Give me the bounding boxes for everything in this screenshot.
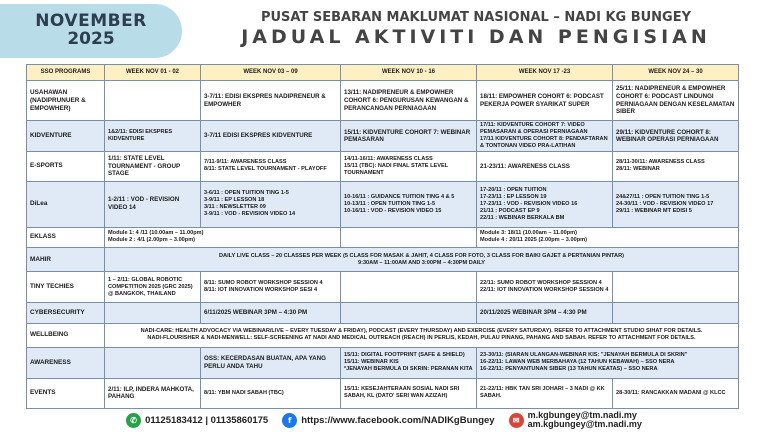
year-label: 2025 [67,29,115,49]
phone-contact[interactable] [126,413,268,428]
table-row [27,378,739,408]
cell-line: 24-30/11 : VOD - REVISION VIDEO 17 [616,200,714,207]
table-row [27,227,739,247]
table-row [27,247,739,271]
column-header: WEEK NOV 17 -23 [477,65,613,81]
cell-line: DAILY LIVE CLASS – 20 CLASSES PER WEEK (5 CLASS FOR MASAK & JAHIT, 4 CLASS FOR FOTO, 3 CLASS FOR BAIKI GAJET & PERTANIAN PINTAR) [219,252,624,259]
table-cell [613,152,739,181]
table-cell [613,303,739,324]
facebook-contact[interactable] [282,413,494,428]
table-cell [105,247,739,271]
cell-line: 17/11: KIDVENTURE COHORT 7: VIDEO PEMASARAN & OPERASI PERNIAGAAN [480,122,588,136]
cell-line: 17-20/11 : OPEN TUITION [480,186,547,193]
program-name: TINY TECHIES [27,272,105,303]
email-address[interactable]: am.kgbungey@tm.nadi.my [527,419,642,429]
cell-line: 3/11 : NEWSLETTER 09 [204,204,266,211]
program-name: WELLBEING [27,324,105,347]
table-cell [613,181,739,227]
table-row [27,272,739,303]
table-cell [341,152,477,181]
email-contact[interactable] [509,411,642,430]
table-cell [613,272,739,303]
cell-line: NADI-CARE: HEALTH ADVOCACY VIA WEBINAR/LIVE – EVERY TUESDAY & FRIDAY), PODCAST (EVERY THURSDAY) AND EXERCISE (EVERY SATURDAY). REFER TO ATTACHMENT STUDIO SIHAT FOR DETAILS. [140,328,703,335]
email-icon: ✉ [509,413,524,428]
table-cell [477,347,739,378]
table-cell: 1&2/11: EDISI EKSPRES KIDVENTURE [105,121,201,152]
program-name: EVENTS [27,378,105,408]
cell-line: 15/11 (TBC): NADI FINAL STATE LEVEL TOURNAMENT [344,162,449,176]
cell-line: 15/11: DIGITAL FOOTPRINT (SAFE & SHIELD) [344,352,465,359]
table-cell: 29/11: KIDVENTURE COHORT 8: WEBINAR OPERASI PERNIAGAAN [613,121,739,152]
column-header: WEEK NOV 24 – 30 [613,65,739,81]
table-cell: 13/11: NADIPRENEUR & EMPOWHER COHORT 6: PENGURUSAN KEWANGAN & PERANCANGAN PERNIAGAAN [341,81,477,121]
table-cell: 20/11/2025 WEBINAR 3PM – 4:30 PM [477,303,613,324]
table-header-row [27,65,739,81]
email-list [528,411,642,430]
facebook-icon: f [282,413,297,428]
table-cell [105,81,201,121]
column-header: WEEK NOV 03 – 09 [201,65,341,81]
table-cell: 6/11/2025 WEBINAR 3PM – 4:30 PM [201,303,341,324]
cell-line: 23-30/11: (SIARAN ULANGAN-WEBINAR KIS: "JENAYAH BERMULA DI SKRIN" [480,352,688,359]
cell-line: Module 3: 18/11 (10.00am – 11.00pm) [480,230,578,237]
program-name: AWARENESS [27,347,105,378]
table-cell [105,227,341,247]
column-header: WEEK NOV 10 - 16 [341,65,477,81]
table-cell: 21-22/11: HBK TAN SRI JOHARI – 3 NADI @ KK SABAH. [477,378,613,408]
cell-line: 9:30AM – 11:00AM AND 3:00PM – 4:30PM DAILY [357,259,486,266]
cell-line: 22/11: SUMO ROBOT WORKSHOP SESSION 4 [480,280,602,287]
cell-line: 17-23/11 : VOD - REVISION VIDEO 16 [480,200,578,207]
table-cell: 1/11: STATE LEVEL TOURNAMENT - GROUP STAGE [105,152,201,181]
cell-line: 10-16/11 : GUIDANCE TUITION TING 4 & 5 [344,193,455,200]
table-cell [341,347,477,378]
cell-line: 3-9/11 : VOD - REVISION VIDEO 14 [204,211,296,218]
table-cell [341,227,477,247]
table-cell: 15/11: KIDVENTURE COHORT 7: WEBINAR PEMASARAN [341,121,477,152]
cell-line: 17/11 KIDVENTURE COHORT 8: PENDAFTARAN & TONTONAN VIDEO PRA-LATIHAN [480,136,608,150]
table-row [27,324,739,347]
table-cell: 28-30/11: RANCAKKAN MADANI @ KLCC [613,378,739,408]
month-badge [0,4,182,58]
cell-line: 8/11: IOT INNOVATION WORKSHOP SESI 4 [204,287,318,294]
table-cell [201,181,341,227]
table-cell [341,272,477,303]
table-row [27,81,739,121]
cell-line: 16-22/11: PENYANTUNAN SIBER (13 TAHUN KEATAS) – SSO NERA [480,366,658,373]
table-cell: OSS: KECERDASAN BUATAN, APA YANG PERLU ANDA TAHU [201,347,341,378]
table-cell [201,152,341,181]
cell-line: 17-23/11 : EP LESSON 19 [480,193,547,200]
email-address[interactable]: m.kgbungey@tm.nadi.my [527,409,637,420]
program-name: CYBERSECURITY [27,303,105,324]
cell-line: 22/11 : WEBINAR BERKALA BM [480,214,565,221]
cell-line: Module 2 : 4/1 (2.00pm – 3.00pm) [108,237,196,244]
cell-line: 3-6/11 : OPEN TUITION TING 1-5 [204,190,289,197]
cell-line: 8/11: STATE LEVEL TOURNAMENT - PLAYOFF [204,166,327,173]
table-cell [477,181,613,227]
cell-line: 10-13/11 : OPEN TUITION TING 1-5 [344,200,436,207]
table-cell: 15/11: KESEJAHTERAAN SOSIAL NADI SRI SABAH, KL (DATO' SERI WAN AZIZAH) [341,378,477,408]
table-cell [477,227,739,247]
cell-line: 28/11-30/11: AWARENESS CLASS [616,159,705,166]
cell-line: Module 1: 4 /11 (10.00am – 11.00pm) [108,230,204,237]
table-cell: 1-2/11 : VOD - REVISION VIDEO 14 [105,181,201,227]
cell-line: 22/11: IOT INNOVATION WORKSHOP SESSION 4 [480,287,609,294]
program-name: MAHIR [27,247,105,271]
table-row [27,347,739,378]
table-cell [201,272,341,303]
facebook-link[interactable]: https://www.facebook.com/NADIKgBungey [301,414,495,426]
table-cell: 3-7/11 EDISI EKSPRES KIDVENTURE [201,121,341,152]
title-line-2: JADUAL AKTIVITI DAN PENGISIAN [241,26,711,48]
schedule-table [26,64,739,409]
table-row [27,303,739,324]
cell-line: 15/11: WEBINAR KIS [344,359,399,366]
table-cell [341,181,477,227]
cell-line: 29/11 : WEBINAR MT EDISI 5 [616,207,692,214]
column-header: SSO PROGRAMS [27,65,105,81]
cell-line: 28/11: WEBINAR [616,166,660,173]
program-name: KIDVENTURE [27,121,105,152]
cell-line: 10-16/11 : VOD - REVISION VIDEO 15 [344,207,442,214]
cell-line: 8/11: SUMO ROBOT WORKSHOP SESSION 4 [204,280,323,287]
cell-line: 7/11-9/11: AWARENESS CLASS [204,159,287,166]
cell-line: NADI-FLOURISHER & NADI-MENWELL: SELF-SCREENING AT NADI AND MEDICAL OUTREACH (REACH) IN PERLIS, KEDAH, PULAU PINANG, PAHANG AND SABAH. REFER TO ATTACHMENT FOR DETAILS. [147,335,696,342]
cell-line: *JENAYAH BERMULA DI SKRIN: PERANAN KITA [344,366,473,373]
program-name: USAHAWAN (NADIPRUNUER & EMPOWHER) [27,81,105,121]
cell-line: 24&27/11 : OPEN TUITION TING 1-5 [616,193,710,200]
contact-footer [0,408,768,432]
table-cell: 25/11: NADIPRENEUR & EMPOWHER COHORT 6: PODCAST LINDUNGI PERNIAGAAN DENGAN KESELAMATAN SIBER [613,81,739,121]
table-cell [105,303,201,324]
table-row [27,121,739,152]
cell-line: 14/11-16/11: AWARENESS CLASS [344,155,433,162]
table-cell: 21-23/11: AWARENESS CLASS [477,152,613,181]
table-cell [477,121,613,152]
table-cell [477,272,613,303]
month-label: NOVEMBER [35,11,147,32]
program-name: EKLASS [27,227,105,247]
table-cell: 1 – 2/11: GLOBAL ROBOTIC COMPETITION 2025 (GRC 2025) @ BANGKOK, THAILAND [105,272,201,303]
program-name: E-SPORTS [27,152,105,181]
table-row [27,181,739,227]
cell-line: 16-22/11: LAWAN WEB MERBAHAYA (12 TAHUN KEBAWAH) – SSO NERA [480,359,675,366]
page-title [190,10,762,48]
program-name: DiLea [27,181,105,227]
table-cell: 3-7/11: EDISI EKSPRES NADIPRENEUR & EMPOWHER [201,81,341,121]
table-cell [105,324,739,347]
table-cell [105,347,201,378]
table-cell: 8/11: YBM NADI SABAH (TBC) [201,378,341,408]
table-cell: 18/11: EMPOWHER COHORT 6: PODCAST PEKERJA POWER SYARIKAT SUPER [477,81,613,121]
whatsapp-icon: ✆ [126,413,141,428]
cell-line: 21/11 : PODCAST EP 9 [480,207,540,214]
title-line-1: PUSAT SEBARAN MAKLUMAT NASIONAL – NADI KG BUNGEY [260,10,692,25]
phone-numbers: 01125183412 | 01135860175 [145,414,269,426]
cell-line: 3-9/11 : EP LESSON 18 [204,197,265,204]
table-row [27,152,739,181]
table-cell [341,303,477,324]
cell-line: Module 4 : 20/11 2025 (2.00pm – 3.00pm) [480,237,587,244]
table-cell: 2/11: ILP, INDERA MAHKOTA, PAHANG [105,378,201,408]
column-header: WEEK NOV 01 - 02 [105,65,201,81]
